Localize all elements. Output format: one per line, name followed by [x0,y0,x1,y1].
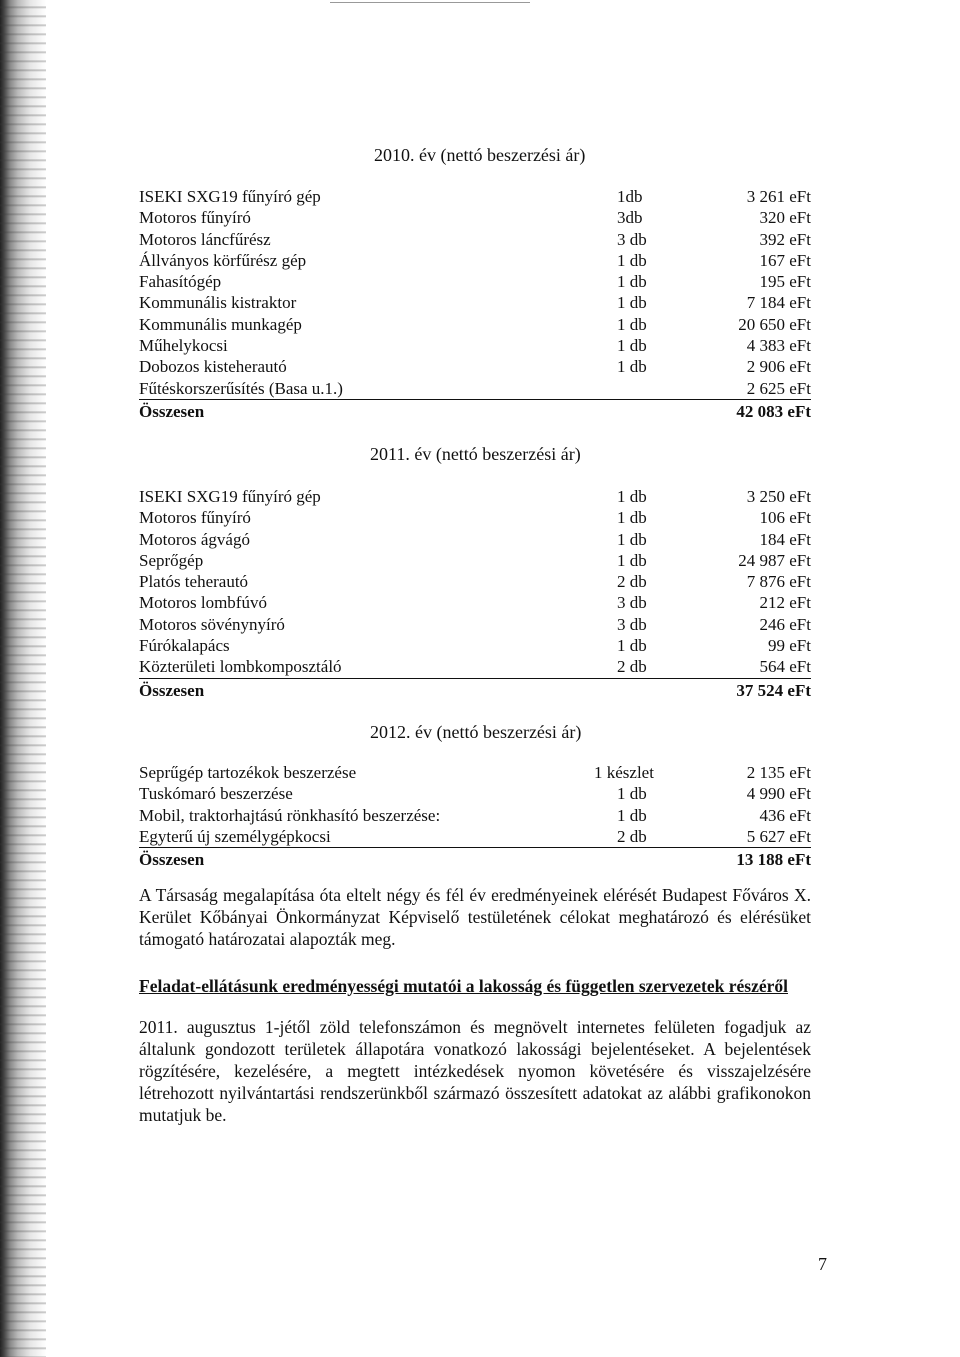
table-row [139,271,811,292]
body-paragraph: 2011. augusztus 1-jétől zöld telefonszámon és megnövelt internetes felületen fogadjuk az általunk gondozott területek állapotára vonatkozó lakossági bejelentéseket. A bejelentések rögzítésére, kezelésére, a megtett intézkedések nyomon követésére és visszajelzésére létrehozott nyilvántartási rendszerünkből származó összesített adatokat az alábbi grafikonokon mutatjuk be. [139,1017,811,1125]
scan-edge [0,0,46,1357]
item-qty: 3 db [617,614,647,634]
item-name: Tuskómaró beszerzése [139,784,293,804]
table-2011 [139,486,811,701]
item-amount: 106 eFt [759,508,811,528]
item-qty: 2 db [617,826,647,846]
item-amount: 3 261 eFt [746,187,811,206]
item-qty: 3 db [617,229,647,249]
item-amount: 2 625 eFt [746,378,811,398]
total-label: Összesen [139,850,205,870]
item-amount: 3 250 eFt [746,487,811,506]
item-qty: 1db [617,187,643,206]
total-row [139,680,811,701]
item-name: Egyterű új személygépkocsi [139,826,331,846]
table-row [139,356,811,377]
intro-paragraph: A Társaság megalapítása óta eltelt négy és fél év eredményeinek elérését Budapest Főváros X. Kerület Kőbányai Önkormányzat Képviselő testületének célokat meghatározó és elérésüket támogató határozatai alapozták meg. [139,885,811,949]
item-qty: 1 db [617,508,647,528]
table-row [139,507,811,528]
item-amount: 212 eFt [759,593,811,613]
section-heading: Feladat-ellátásunk eredményességi mutatói a lakosság és független szervezetek részéről [139,976,788,996]
item-qty: 1 db [617,805,647,825]
item-amount: 564 eFt [759,657,811,677]
item-qty: 1 db [617,293,647,313]
item-name: Motoros lombfúvó [139,593,267,613]
item-amount: 7 184 eFt [746,293,811,313]
item-name: Motoros fűnyíró [139,208,251,228]
item-qty: 1 db [617,784,647,804]
item-qty: 1 db [617,250,647,270]
table-row [139,335,811,356]
table-row [139,635,811,656]
item-amount: 4 990 eFt [746,784,811,804]
table-row [139,805,811,826]
total-amount: 42 083 eFt [736,401,811,421]
table-row [139,186,811,207]
table-row [139,529,811,550]
table-row [139,292,811,313]
item-name: ISEKI SXG19 fűnyíró gép [139,487,321,506]
item-amount: 7 876 eFt [746,572,811,592]
scan-top-line [330,2,530,3]
item-name: Állványos körfűrész gép [139,250,307,270]
table-2012 [139,762,811,870]
item-name: Motoros ágvágó [139,529,250,549]
page-number: 7 [818,1254,827,1274]
table-row [139,207,811,228]
table-row [139,250,811,271]
table-row [139,762,811,783]
item-name: Dobozos kisteherautó [139,357,287,377]
section-title-2012: 2012. év (nettó beszerzési ár) [370,722,582,742]
item-qty: 3 db [617,593,647,613]
section-title-2011: 2011. év (nettó beszerzési ár) [370,444,581,464]
item-name: Seprűgép tartozékok beszerzése [139,763,357,782]
total-amount: 13 188 eFt [736,850,811,870]
item-amount: 184 eFt [759,529,811,549]
total-label: Összesen [139,680,205,700]
item-amount: 246 eFt [759,614,811,634]
item-amount: 24 987 eFt [738,550,811,570]
item-amount: 4 383 eFt [746,336,811,356]
table-row [139,592,811,613]
item-qty: 1 db [617,550,647,570]
item-amount: 392 eFt [759,229,811,249]
item-name: Platós teherautó [139,572,249,592]
item-name: ISEKI SXG19 fűnyíró gép [139,187,321,206]
item-amount: 2 906 eFt [746,357,811,377]
item-qty: 2 db [617,572,647,592]
total-label: Összesen [139,401,205,421]
item-qty: 1 készlet [594,763,654,782]
table-row [139,614,811,635]
item-name: Mobil, traktorhajtású rönkhasító beszerzése: [139,805,441,825]
table-row [139,783,811,804]
table-row [139,378,811,400]
item-qty: 1 db [617,272,647,292]
item-name: Kommunális kistraktor [139,293,297,313]
item-amount: 99 eFt [768,636,811,656]
table-row [139,571,811,592]
item-amount: 5 627 eFt [746,826,811,846]
item-qty: 1 db [617,336,647,356]
item-name: Kommunális munkagép [139,314,302,334]
item-name: Motoros fűnyíró [139,508,251,528]
item-qty: 3db [617,208,643,228]
item-name: Közterületi lombkomposztáló [139,657,342,677]
item-amount: 320 eFt [759,208,811,228]
item-amount: 20 650 eFt [738,314,811,334]
total-row [139,401,811,422]
item-qty: 1 db [617,314,647,334]
total-amount: 37 524 eFt [736,680,811,700]
item-name: Műhelykocsi [139,336,228,356]
item-amount: 167 eFt [759,250,811,270]
item-qty: 1 db [617,529,647,549]
item-amount: 195 eFt [759,272,811,292]
item-name: Motoros láncfűrész [139,229,271,249]
item-name: Fűtéskorszerűsítés (Basa u.1.) [139,378,343,398]
item-name: Fúrókalapács [139,636,230,656]
item-qty: 1 db [617,487,647,506]
item-name: Seprőgép [139,550,204,570]
item-qty: 1 db [617,636,647,656]
item-amount: 436 eFt [759,805,811,825]
table-row [139,826,811,848]
section-title-2010: 2010. év (nettó beszerzési ár) [374,145,586,165]
item-name: Fahasítógép [139,272,222,292]
table-row [139,486,811,507]
table-row [139,550,811,571]
item-qty: 1 db [617,357,647,377]
item-name: Motoros sövénynyíró [139,614,285,634]
table-2010 [139,186,811,422]
item-amount: 2 135 eFt [746,763,811,782]
table-row [139,656,811,678]
table-row [139,229,811,250]
table-row [139,314,811,335]
total-row [139,849,811,870]
item-qty: 2 db [617,657,647,677]
